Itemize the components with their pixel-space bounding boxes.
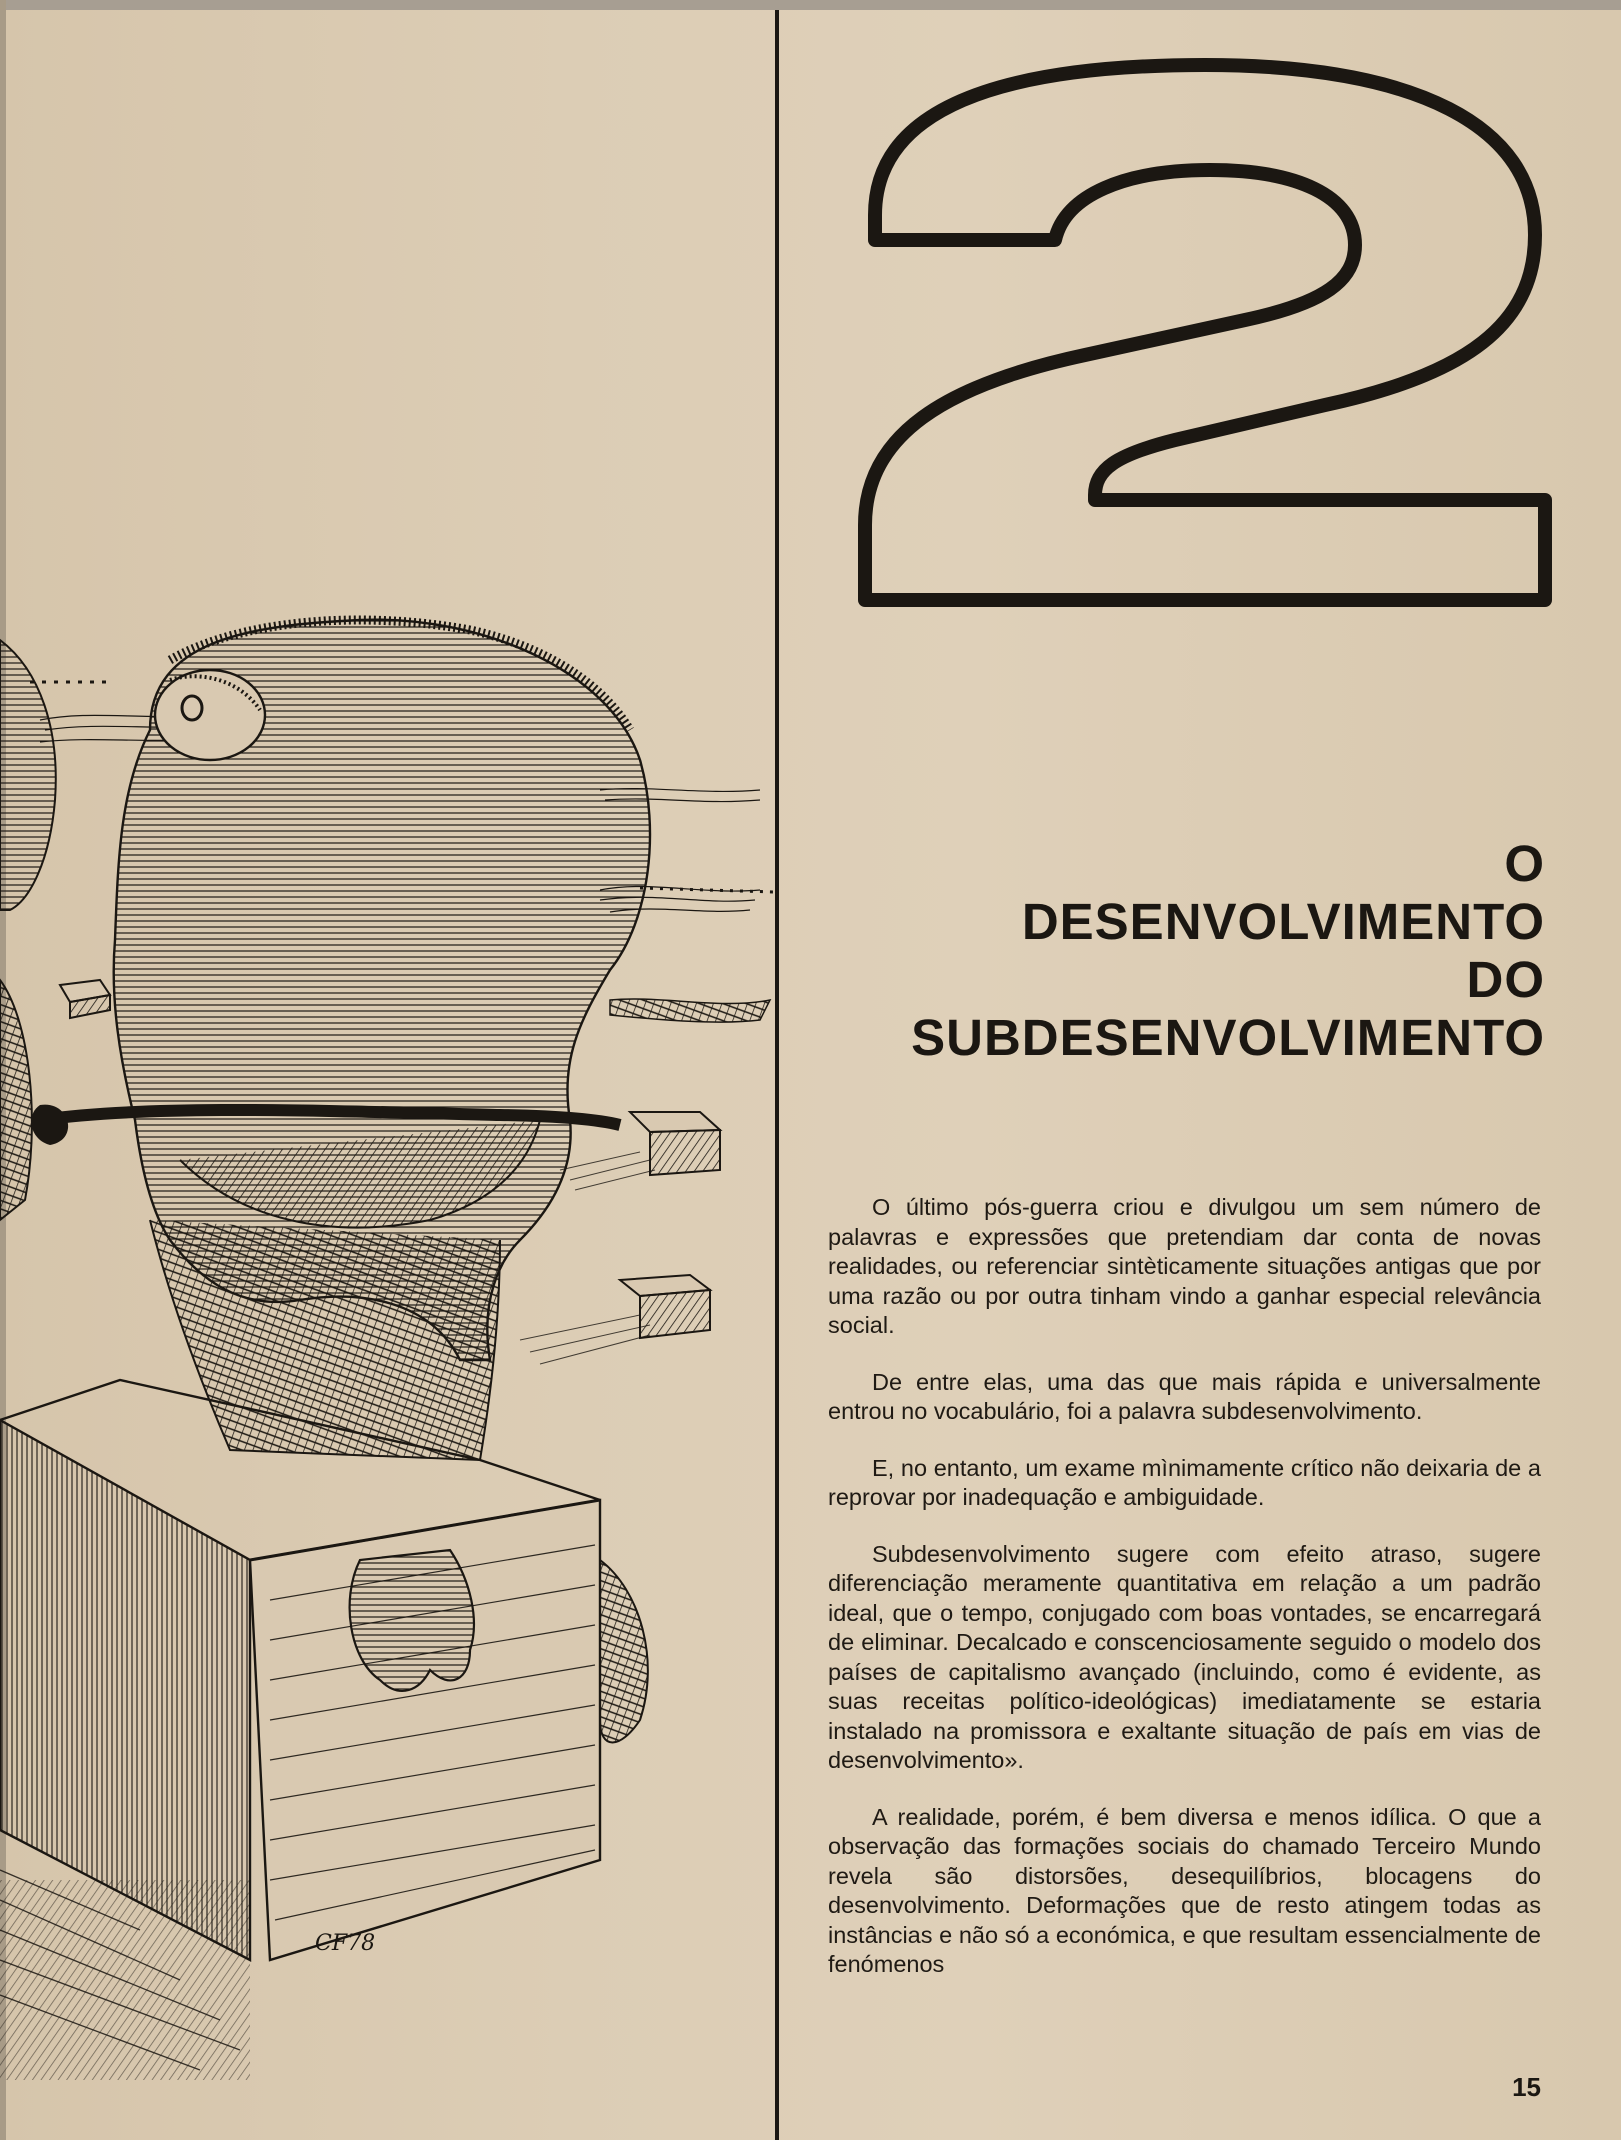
paragraph: E, no entanto, um exame mìnimamente crítico não deixaria de a reprovar por inadequação e ambiguidade. <box>828 1454 1541 1510</box>
chapter-number-graphic <box>855 55 1560 615</box>
paragraph: A realidade, porém, é bem diversa e menos idílica. O que a observação das formações sociais do chamado Terceiro Mundo revela são distorsões, desequilíbrios, blocagens do desenvolvimento. Deformações que de resto atingem todas as instâncias e não só a económica, e que resultam essencialmente de fenómenos <box>828 1803 1541 1977</box>
title-line: O <box>1504 835 1545 892</box>
paragraph: De entre elas, uma das que mais rápida e universalmente entrou no vocabulário, foi a palavra subdesenvolvimento. <box>828 1368 1541 1424</box>
title-line: SUBDESENVOLVIMENTO <box>911 1009 1545 1066</box>
page-top-edge <box>0 0 1621 10</box>
surreal-head-in-box-illustration <box>0 600 775 2080</box>
page-number: 15 <box>1512 2072 1541 2102</box>
paragraph: Subdesenvolvimento sugere com efeito atraso, sugere diferenciação meramente quantitativa em relação a um padrão ideal, que o tempo, conjugado com boas vontades, se encarregará de eliminar. Decalcado e conscenciosamente seguido o modelo dos países de capitalismo avançado (incluindo, como é evidente, as suas receitas político-ideológicas) imediatamente se estaria instalado na promissora e exaltante situação de país em vias de desenvolvimento». <box>828 1540 1541 1773</box>
chapter-title <box>785 835 1545 1067</box>
title-line: DESENVOLVIMENTO <box>1021 893 1545 950</box>
article-body <box>828 1193 1541 2007</box>
title-line: DO <box>1466 951 1545 1008</box>
paragraph: O último pós-guerra criou e divulgou um sem número de palavras e expressões que pretendiam dar conta de novas realidades, ou referenciar sintèticamente situações antigas que por uma razão ou por outra tinham vindo a ganhar especial relevância social. <box>828 1194 1541 1338</box>
artist-signature: CF78 <box>315 1931 376 1956</box>
column-divider <box>775 10 779 2140</box>
